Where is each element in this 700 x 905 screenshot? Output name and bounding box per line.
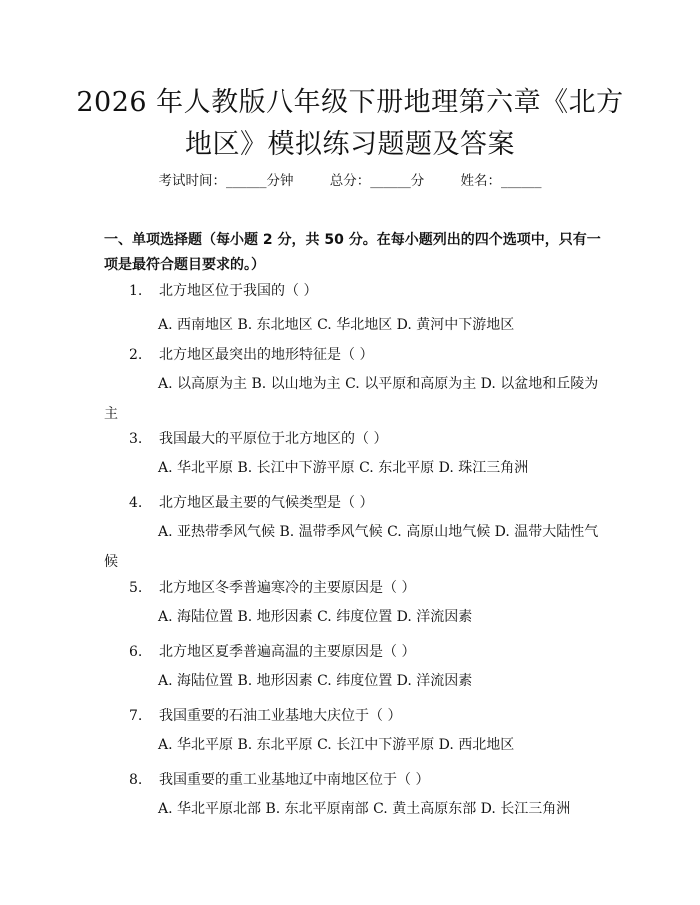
question-options: A. 华北平原 B. 长江中下游平原 C. 东北平原 D. 珠江三角洲 [158, 460, 529, 476]
question-stem: 北方地区冬季普遍寒冷的主要原因是（ ） [159, 580, 416, 596]
exam-meta [0, 169, 700, 189]
question-options: A. 华北平原北部 B. 东北平原南部 C. 黄土高原东部 D. 长江三角洲 [158, 801, 571, 817]
question-number: 8. [129, 772, 143, 788]
question-stem: 北方地区夏季普遍高温的主要原因是（ ） [159, 644, 416, 660]
question-number: 4. [129, 495, 143, 511]
page-title [60, 82, 640, 166]
title-line-2: 地区》模拟练习题题及答案 [185, 129, 515, 160]
question-options: A. 华北平原 B. 东北平原 C. 长江中下游平原 D. 西北地区 [158, 737, 515, 753]
question-options: A. 西南地区 B. 东北地区 C. 华北地区 D. 黄河中下游地区 [158, 317, 515, 333]
question-stem: 我国重要的石油工业基地大庆位于（ ） [159, 708, 402, 724]
student-name-field: 姓名：______ [460, 173, 542, 189]
question-stem: 北方地区最突出的地形特征是（ ） [159, 347, 374, 363]
question-stem: 北方地区最主要的气候类型是（ ） [159, 495, 374, 511]
question-number: 3. [129, 431, 143, 447]
exam-time-field: 考试时间：______分钟 [158, 173, 294, 189]
question-number: 7. [129, 708, 143, 724]
question-number: 6. [129, 644, 143, 660]
question-options: A. 海陆位置 B. 地形因素 C. 纬度位置 D. 洋流因素 [158, 609, 473, 625]
question-stem: 我国重要的重工业基地辽中南地区位于（ ） [159, 772, 430, 788]
question-number: 2. [129, 347, 143, 363]
question-options: A. 亚热带季风气候 B. 温带季风气候 C. 高原山地气候 D. 温带大陆性气候 [104, 524, 599, 570]
section-heading: 一、单项选择题（每小题 2 分，共 50 分。在每小题列出的四个选项中，只有一项是最符合题目要求的。） [104, 232, 601, 273]
total-score-field: 总分：______分 [329, 173, 425, 189]
question-number: 5. [129, 580, 143, 596]
question-number: 1. [129, 283, 143, 299]
question-options: A. 海陆位置 B. 地形因素 C. 纬度位置 D. 洋流因素 [158, 673, 473, 689]
question-options: A. 以高原为主 B. 以山地为主 C. 以平原和高原为主 D. 以盆地和丘陵为主 [104, 376, 599, 422]
title-line-1: 2026 年人教版八年级下册地理第六章《北方 [76, 87, 624, 118]
question-stem: 北方地区位于我国的（ ） [159, 283, 318, 299]
question-stem: 我国最大的平原位于北方地区的（ ） [159, 431, 388, 447]
